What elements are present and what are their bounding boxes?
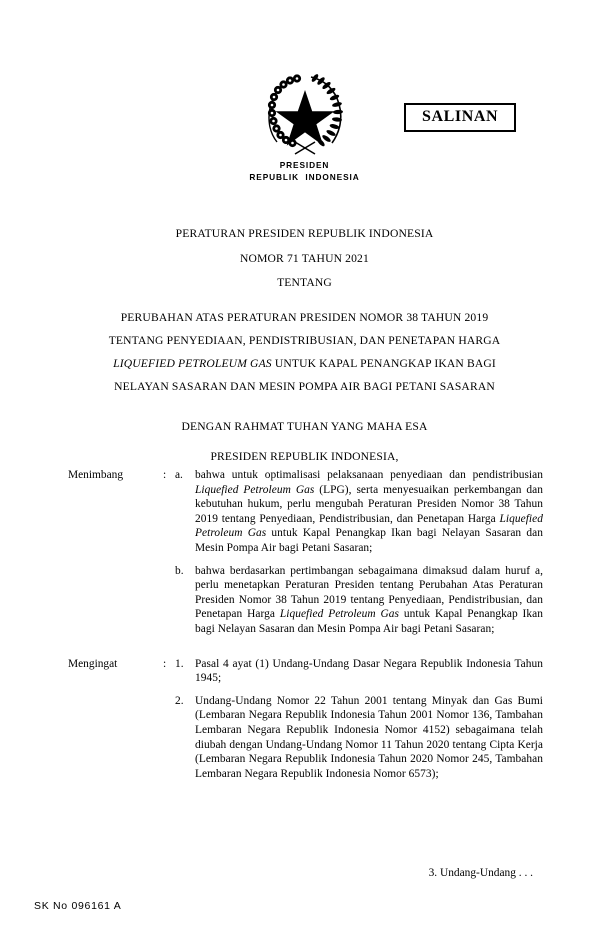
clause-colon-mengingat: : — [163, 657, 167, 670]
clause-text-segment: untuk Kapal Penangkap Ikan bagi Nelayan Sasaran dan Mesin Pompa Air bagi Petani Sasaran; — [195, 608, 543, 635]
subject-line-4: NELAYAN SASARAN DAN MESIN POMPA AIR BAGI PETANI SASARAN — [114, 379, 495, 393]
subject-line-3 — [62, 352, 547, 375]
clause-text-menimbang-a — [195, 468, 543, 556]
clause-italic-term: Liquefied Petroleum Gas — [279, 608, 400, 621]
emblem-caption — [0, 160, 609, 183]
clause-item-mengingat-2 — [0, 694, 609, 782]
clause-marker-1: 1. — [175, 657, 184, 670]
clause-text-segment: bahwa berdasarkan pertimbangan sebagaimana dimaksud dalam huruf a, perlu menetapkan Peraturan Presiden tentang Perubahan Atas Peraturan Presiden Nomor 38 Tahun 2019 tentang Penyediaan, Pendistribusian, dan Penetapan Harga — [195, 564, 543, 621]
enactment-block — [62, 412, 547, 472]
clause-text-segment: untuk Kapal Penangkap Ikan bagi Nelayan Sasaran dan Mesin Pompa Air bagi Petani Sasaran; — [195, 527, 543, 554]
clause-marker-2: 2. — [175, 694, 184, 707]
clause-item-menimbang-a — [0, 468, 609, 556]
clause-text-mengingat-1 — [195, 657, 543, 686]
clause-italic-term: Liquefied Petroleum Gas — [195, 512, 543, 540]
title-line-number-year: NOMOR 71 TAHUN 2021 — [240, 251, 369, 265]
document-header — [0, 0, 609, 200]
clause-item-menimbang-b — [0, 564, 609, 637]
subject-line-1: PERUBAHAN ATAS PERATURAN PRESIDEN NOMOR 38 TAHUN 2019 — [120, 310, 489, 324]
title-line-regulation-type: PERATURAN PRESIDEN REPUBLIK INDONESIA — [175, 227, 434, 240]
document-subject-block — [62, 306, 547, 398]
emblem-caption-line-1: PRESIDEN — [279, 160, 330, 170]
garuda-star-wreath-emblem-icon — [265, 68, 345, 156]
clause-marker-b: b. — [175, 564, 184, 577]
clause-text-segment: Undang-Undang Nomor 22 Tahun 2001 tentang Minyak dan Gas Bumi (Lembaran Negara Republik Indonesia Tahun 2001 Nomor 136, Tambahan Lembaran Negara Republik Indonesia Nomor 4152) sebagaimana telah diubah dengan Undang-Undang Nomor 11 Tahun 2020 tentang Cipta Kerja (Lembaran Negara Republik Indonesia Tahun 2020 Nomor 245, Tambahan Lembaran Negara Republik Indonesia Nomor 6573); — [195, 694, 543, 780]
clause-item-mengingat-1 — [0, 657, 609, 686]
clause-text-segment: bahwa untuk optimalisasi pelaksanaan penyediaan dan pendistribusian — [195, 469, 543, 481]
clause-text-segment: (LPG), serta menyesuaikan perkembangan dan kebutuhan hukum, perlu mengubah Peraturan Presiden Nomor 38 Tahun 2019 tentang Penyediaan, Pendistribusian, dan Penetapan Harga — [195, 483, 543, 525]
subject-line-3-italic-term: LIQUEFIED PETROLEUM GAS — [113, 356, 272, 370]
subject-line-2: TENTANG PENYEDIAAN, PENDISTRIBUSIAN, DAN PENETAPAN HARGA — [108, 333, 501, 347]
document-title-block — [62, 222, 547, 398]
clause-text-segment: Pasal 4 ayat (1) Undang-Undang Dasar Negara Republik Indonesia Tahun 1945; — [195, 657, 543, 685]
clause-text-menimbang-b — [195, 564, 543, 637]
clause-colon-menimbang: : — [163, 469, 167, 481]
salinan-stamp: SALINAN — [404, 103, 516, 132]
clause-marker-a: a. — [175, 469, 183, 481]
clause-italic-term: Liquefied Petroleum Gas — [195, 483, 315, 496]
enactment-authority: PRESIDEN REPUBLIK INDONESIA, — [210, 450, 399, 463]
emblem-caption-line-2: REPUBLIK INDONESIA — [249, 171, 360, 182]
clause-label-menimbang: Menimbang — [68, 469, 124, 481]
subject-line-3-rest: UNTUK KAPAL PENANGKAP IKAN BAGI — [271, 356, 496, 370]
clause-label-mengingat: Mengingat — [68, 657, 118, 670]
clauses-section — [0, 468, 609, 781]
footer-document-code: SK No 096161 A — [34, 900, 122, 912]
clause-group-mengingat — [0, 657, 609, 782]
clause-text-mengingat-2 — [195, 694, 543, 782]
page-continuation-note: 3. Undang-Undang . . . — [428, 867, 533, 879]
enactment-blessing: DENGAN RAHMAT TUHAN YANG MAHA ESA — [181, 420, 428, 433]
title-line-tentang: TENTANG — [277, 276, 332, 289]
clause-group-menimbang — [0, 468, 609, 637]
